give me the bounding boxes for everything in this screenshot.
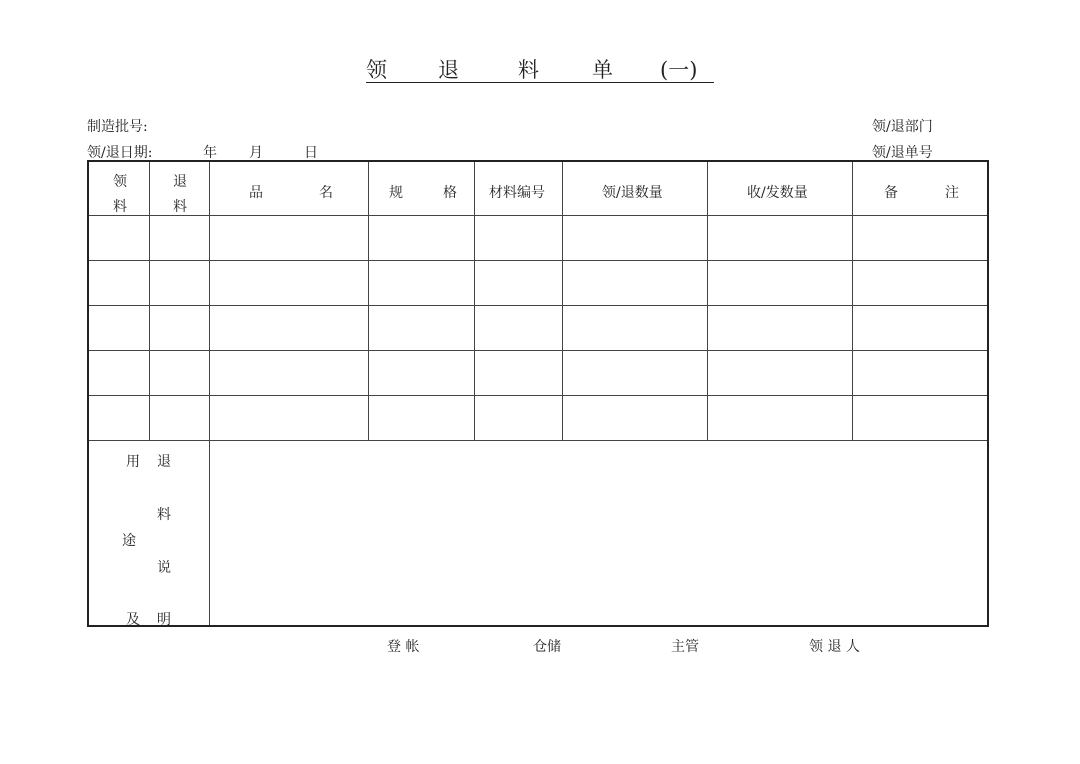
purpose-label-1: 用 xyxy=(126,454,140,470)
header-qty: 领/退数量 xyxy=(602,185,663,201)
batch-no-label: 制造批号: xyxy=(87,119,148,135)
header-ling-1: 领 xyxy=(113,174,127,190)
material-table xyxy=(87,160,989,627)
header-remark-2: 注 xyxy=(945,185,959,201)
form-no-label: 领/退单号 xyxy=(872,145,933,161)
title-char-3: 料 xyxy=(518,58,539,82)
explain-label-1: 退 xyxy=(157,454,171,470)
date-day: 日 xyxy=(304,145,318,161)
title-char-1: 领 xyxy=(366,58,387,82)
header-tui-1: 退 xyxy=(173,174,187,190)
col-line xyxy=(474,162,475,440)
form-title xyxy=(366,52,714,83)
col-line xyxy=(562,162,563,440)
header-ling-2: 料 xyxy=(113,199,127,215)
row-line xyxy=(89,440,987,441)
date-month: 月 xyxy=(249,145,263,161)
col-line xyxy=(368,162,369,440)
explain-label-4: 明 xyxy=(157,612,171,628)
header-recv-qty: 收/发数量 xyxy=(747,185,808,201)
header-material-no: 材料编号 xyxy=(489,185,545,201)
col-line xyxy=(149,162,150,440)
col-line xyxy=(707,162,708,440)
header-spec-1: 规 xyxy=(389,185,403,201)
header-name-1: 品 xyxy=(249,185,263,201)
dept-label: 领/退部门 xyxy=(872,119,933,135)
footer-storage: 仓储 xyxy=(533,639,561,655)
header-name-2: 名 xyxy=(319,185,333,201)
date-year: 年 xyxy=(203,145,217,161)
purpose-label-2: 途 xyxy=(122,533,136,549)
explain-label-2: 料 xyxy=(157,507,171,523)
title-suffix: (一) xyxy=(660,58,698,82)
title-char-4: 单 xyxy=(592,58,613,82)
header-remark-1: 备 xyxy=(884,185,898,201)
header-tui-2: 料 xyxy=(173,199,187,215)
col-line xyxy=(209,162,210,625)
footer-supervisor: 主管 xyxy=(671,639,699,655)
purpose-label-3: 及 xyxy=(126,612,140,628)
col-line xyxy=(852,162,853,440)
title-char-2: 退 xyxy=(438,58,459,82)
footer-person: 领 退 人 xyxy=(809,639,860,655)
explain-label-3: 说 xyxy=(157,560,171,576)
header-spec-2: 格 xyxy=(443,185,457,201)
date-label: 领/退日期: xyxy=(87,145,153,161)
footer-ledger: 登 帐 xyxy=(387,639,420,655)
